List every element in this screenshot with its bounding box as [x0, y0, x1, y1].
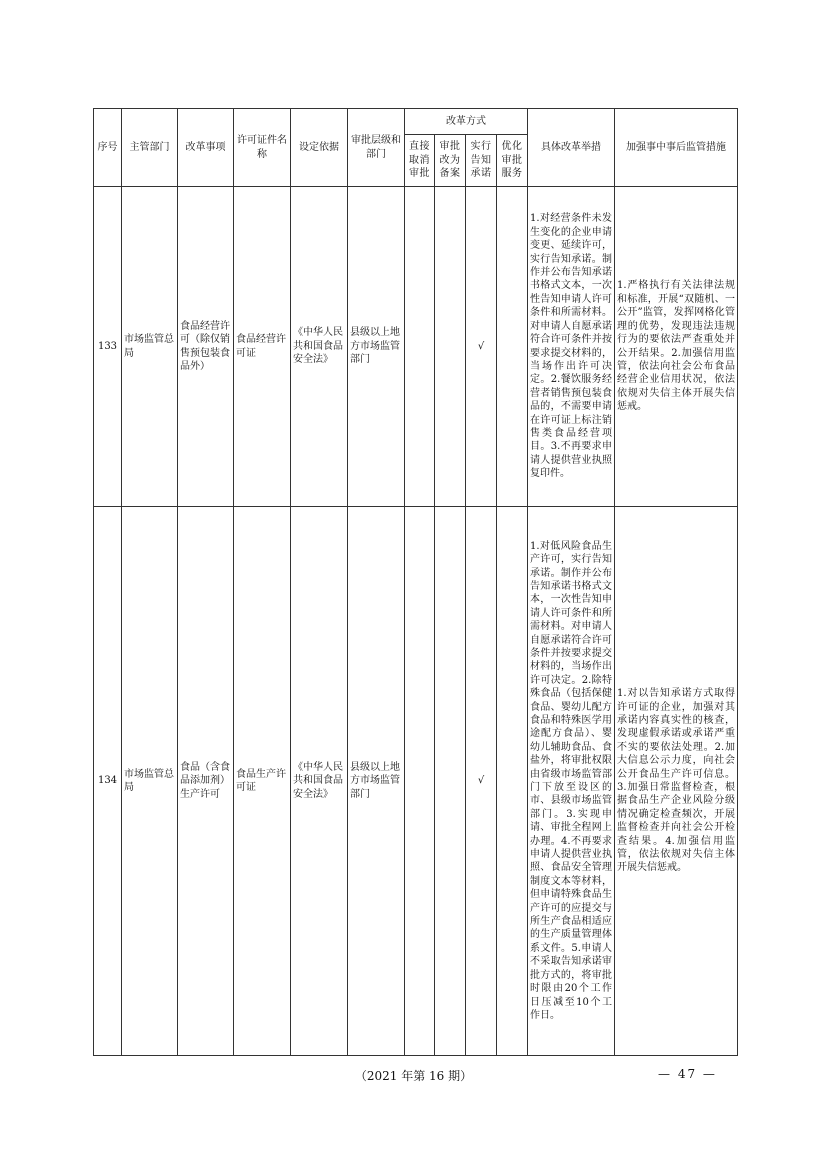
cell-license: 食品经营许可证	[234, 187, 291, 507]
cell-filing	[435, 187, 466, 507]
header-basis: 设定依据	[291, 109, 348, 187]
cell-item: 食品（含食品添加剂）生产许可	[178, 507, 234, 1056]
cell-notify-check: √	[466, 187, 497, 507]
cell-dept: 市场监管总局	[122, 187, 178, 507]
cell-seq: 134	[94, 507, 122, 1056]
cell-filing	[435, 507, 466, 1056]
cell-level: 县级以上地方市场监管部门	[348, 507, 405, 1056]
header-measures: 具体改革举措	[528, 109, 615, 187]
issue-number: （2021 年第 16 期）	[354, 1069, 473, 1083]
reform-table	[93, 108, 738, 1056]
cell-seq: 133	[94, 187, 122, 507]
header-level: 审批层级和部门	[348, 109, 405, 187]
cell-dept: 市场监管总局	[122, 507, 178, 1056]
table-row	[94, 507, 738, 1056]
table-row	[94, 187, 738, 507]
cell-optimize	[497, 187, 528, 507]
cell-supervision: 1.对以告知承诺方式取得许可证的企业，加强对其承诺内容真实性的核查，发现虚假承诺或承诺严重不实的要依法处理。2.加大信息公示力度，向社会公开食品生产许可信息。3.加强日常监督检查，根据食品生产企业风险分级情况确定检查频次，开展监督检查并向社会公开检查结果。4.加强信用监管，依法依规对失信主体开展失信惩戒。	[615, 507, 738, 1056]
cell-level: 县级以上地方市场监管部门	[348, 187, 405, 507]
cell-basis: 《中华人民共和国食品安全法》	[291, 507, 348, 1056]
header-row-top	[94, 109, 738, 135]
cell-supervision: 1.严格执行有关法律法规和标准，开展“双随机、一公开”监管，发挥网格化管理的优势，发现违法违规行为的要依法严查重处并公开结果。2.加强信用监管，依法向社会公布食品经营企业信用状况，依法依规对失信主体开展失信惩戒。	[615, 187, 738, 507]
cell-license: 食品生产许可证	[234, 507, 291, 1056]
cell-cancel	[405, 187, 435, 507]
cell-item: 食品经营许可（除仅销售预包装食品外）	[178, 187, 234, 507]
header-dept: 主管部门	[122, 109, 178, 187]
cell-optimize	[497, 507, 528, 1056]
header-filing: 审批改为备案	[435, 135, 466, 187]
header-reform-mode: 改革方式	[405, 109, 528, 135]
header-optimize: 优化审批服务	[497, 135, 528, 187]
cell-measures: 1.对低风险食品生产许可，实行告知承诺。制作并公布告知承诺书格式文本，一次性告知申请人许可条件和所需材料。对申请人自愿承诺符合许可条件并按要求提交材料的，当场作出许可决定。2.除特殊食品（包括保健食品、婴幼儿配方食品和特殊医学用途配方食品）、婴幼儿辅助食品、食盐外，将审批权限由省级市场监管部门下放至设区的市、县级市场监管部门。3.实现申请、审批全程网上办理。4.不再要求申请人提供营业执照、食品安全管理制度文本等材料，但申请特殊食品生产许可的应提交与所生产食品相适应的生产质量管理体系文件。5.申请人不采取告知承诺审批方式的，将审批时限由20个工作日压减至10个工作日。	[528, 507, 615, 1056]
cell-notify-check: √	[466, 507, 497, 1056]
header-license: 许可证件名称	[234, 109, 291, 187]
cell-basis: 《中华人民共和国食品安全法》	[291, 187, 348, 507]
header-supervision: 加强事中事后监管措施	[615, 109, 738, 187]
header-cancel: 直接取消审批	[405, 135, 435, 187]
cell-cancel	[405, 507, 435, 1056]
header-item: 改革事项	[178, 109, 234, 187]
header-seq: 序号	[94, 109, 122, 187]
cell-measures: 1.对经营条件未发生变化的企业申请变更、延续许可，实行告知承诺。制作并公布告知承诺书格式文本，一次性告知申请人许可条件和所需材料。对申请人自愿承诺符合许可条件并按要求提交材料的，当场作出许可决定。2.餐饮服务经营者销售预包装食品的，不需要申请在许可证上标注销售类食品经营项目。3.不再要求申请人提供营业执照复印件。	[528, 187, 615, 507]
header-notify: 实行告知承诺	[466, 135, 497, 187]
page-number: — 47 —	[658, 1067, 717, 1081]
